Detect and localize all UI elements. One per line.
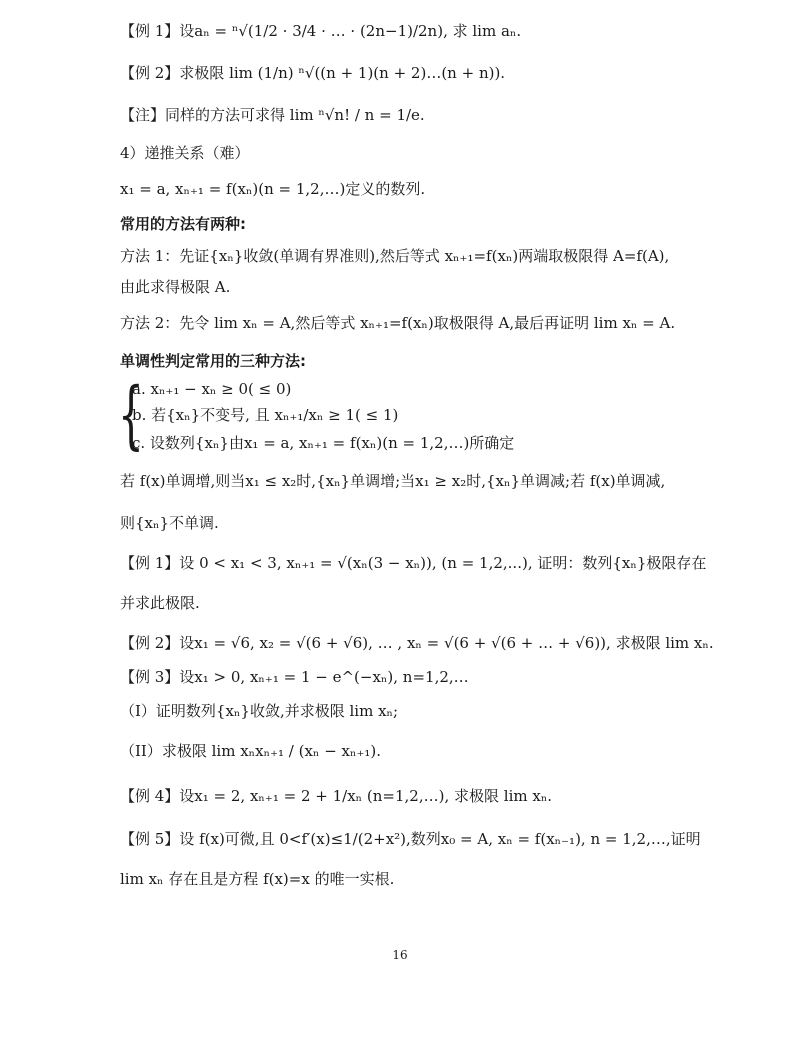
example-1-continued: 并求此极限. xyxy=(120,594,200,612)
monotonicity-heading: 单调性判定常用的三种方法: xyxy=(120,352,306,370)
example-4-continued-fraction: 【例 4】设x₁ = 2, xₙ₊₁ = 2 + 1/xₙ (n=1,2,…), 求极限 lim xₙ. xyxy=(120,787,553,805)
example-2-nth-root-limit: 【例 2】求极限 lim (1/n) ⁿ√((n + 1)(n + 2)…(n + n)). xyxy=(120,64,506,82)
criterion-c: c. 设数列{xₙ}由x₁ = a, xₙ₊₁ = f(xₙ)(n = 1,2,…)所确定 xyxy=(132,434,515,452)
recursive-definition: x₁ = a, xₙ₊₁ = f(xₙ)(n = 1,2,…)定义的数列. xyxy=(120,180,426,198)
monotonic-rule-text: 若 f(x)单调增,则当x₁ ≤ x₂时,{xₙ}单调增;当x₁ ≥ x₂时,{xₙ}单调减;若 f(x)单调减, xyxy=(120,472,666,490)
section-recursive-relation: 4）递推关系（难） xyxy=(120,144,250,162)
criterion-b: b. 若{xₙ}不变号, 且 xₙ₊₁/xₙ ≥ 1( ≤ 1) xyxy=(132,406,399,424)
example-1-recursive: 【例 1】设 0 < x₁ < 3, xₙ₊₁ = √(xₙ(3 − xₙ)), (n = 1,2,...), 证明：数列{xₙ}极限存在 xyxy=(120,554,707,572)
method-2-text: 方法 2：先令 lim xₙ = A,然后等式 xₙ₊₁=f(xₙ)取极限得 A,最后再证明 lim xₙ = A. xyxy=(120,314,676,332)
left-brace-icon: { xyxy=(118,372,144,458)
method-1-text: 方法 1：先证{xₙ}收敛(单调有界准则),然后等式 xₙ₊₁=f(xₙ)两端取极限得 A=f(A), xyxy=(120,247,670,265)
example-3-part-1: （I）证明数列{xₙ}收敛,并求极限 lim xₙ; xyxy=(120,702,399,720)
method-1-continued: 由此求得极限 A. xyxy=(120,278,231,296)
page-number: 16 xyxy=(392,948,408,962)
example-3-part-2: （II）求极限 lim xₙxₙ₊₁ / (xₙ − xₙ₊₁). xyxy=(120,742,382,760)
example-3-exponential: 【例 3】设x₁ > 0, xₙ₊₁ = 1 − e^(−xₙ), n=1,2,… xyxy=(120,668,469,686)
example-5-differentiable: 【例 5】设 f(x)可微,且 0<f′(x)≤1/(2+x²),数列x₀ = A, xₙ = f(xₙ₋₁), n = 1,2,…,证明 xyxy=(120,830,701,848)
criterion-a: a. xₙ₊₁ − xₙ ≥ 0( ≤ 0) xyxy=(132,380,292,398)
monotonic-rule-continued: 则{xₙ}不单调. xyxy=(120,514,219,532)
example-2-nested-roots: 【例 2】设x₁ = √6, x₂ = √(6 + √6), … , xₙ = √(6 + √(6 + … + √6)), 求极限 lim xₙ. xyxy=(120,634,714,652)
example-1-power-sequence: 【例 1】设aₙ = ⁿ√(1/2 · 3/4 · … · (2n−1)/2n), 求 lim aₙ. xyxy=(120,22,522,40)
example-5-continued: lim xₙ 存在且是方程 f(x)=x 的唯一实根. xyxy=(120,870,395,888)
two-methods-heading: 常用的方法有两种: xyxy=(120,215,246,233)
note-factorial-limit: 【注】同样的方法可求得 lim ⁿ√n! / n = 1/e. xyxy=(120,106,425,124)
